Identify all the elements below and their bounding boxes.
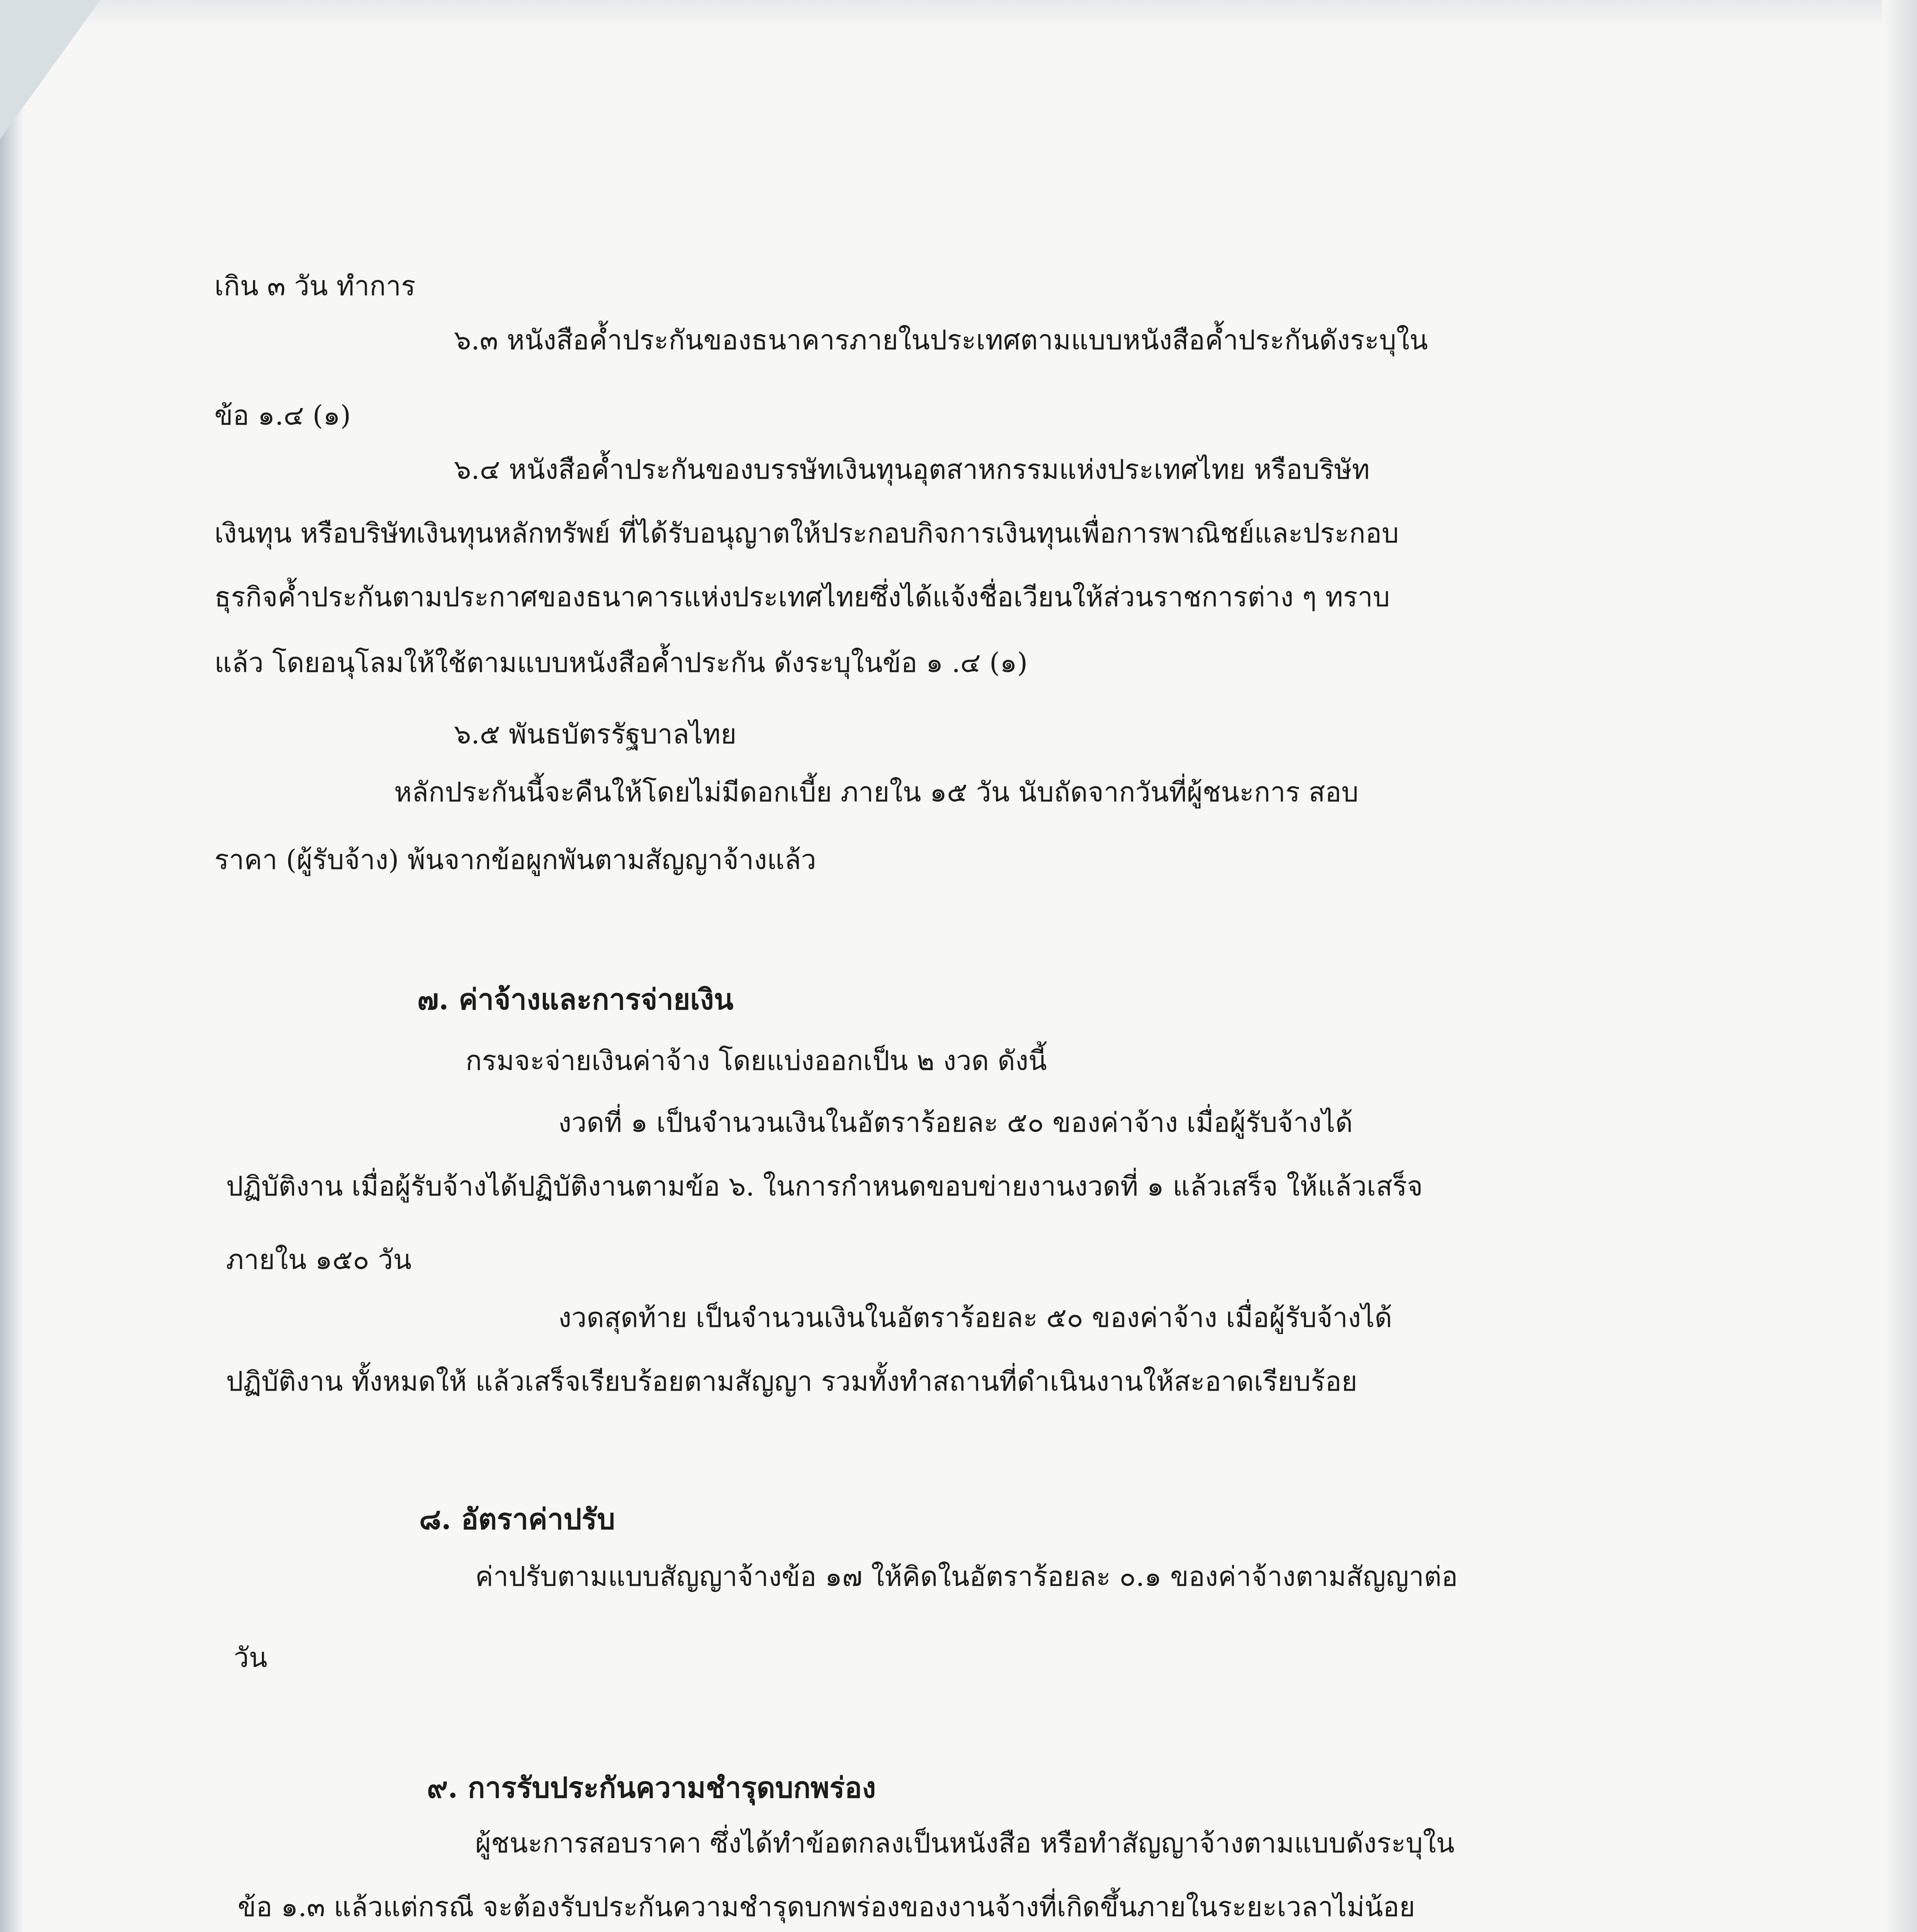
- text-line: ข้อ ๑.๓ แล้วแต่กรณี จะต้องรับประกันความชำรุดบกพร่องของงานจ้างที่เกิดขึ้นภายในระยะเวลาไม่น้อย: [238, 1891, 1415, 1923]
- section-8-heading: ๘. อัตราค่าปรับ: [419, 1503, 615, 1536]
- text-line: กรมจะจ่ายเงินค่าจ้าง โดยแบ่งออกเป็น ๒ งวด ดังนี้: [466, 1045, 1047, 1077]
- text-line: ปฏิบัติงาน ทั้งหมดให้ แล้วเสร็จเรียบร้อยตามสัญญา รวมทั้งทำสถานที่ดำเนินงานให้สะอาดเรียบร้อย: [226, 1366, 1358, 1397]
- text-line: ปฏิบัติงาน เมื่อผู้รับจ้างได้ปฏิบัติงานตามข้อ ๖. ในการกำหนดขอบข่ายงานงวดที่ ๑ แล้วเสร็จ ให้แล้วเสร็จ: [226, 1170, 1423, 1202]
- text-line: ผู้ชนะการสอบราคา ซึ่งได้ทำข้อตกลงเป็นหนังสือ หรือทำสัญญาจ้างตามแบบดังระบุใน: [475, 1827, 1455, 1859]
- text-line: งวดที่ ๑ เป็นจำนวนเงินในอัตราร้อยละ ๕๐ ของค่าจ้าง เมื่อผู้รับจ้างได้: [558, 1107, 1353, 1138]
- text-line: ข้อ ๑.๔ (๑): [214, 400, 351, 431]
- text-line: ภายใน ๑๕๐ วัน: [226, 1244, 412, 1276]
- text-line: เงินทุน หรือบริษัทเงินทุนหลักทรัพย์ ที่ได้รับอนุญาตให้ประกอบกิจการเงินทุนเพื่อการพาณิชย์และประกอบ: [214, 517, 1399, 549]
- text-line: ค่าปรับตามแบบสัญญาจ้างข้อ ๑๗ ให้คิดในอัตราร้อยละ ๐.๑ ของค่าจ้างตามสัญญาต่อ: [475, 1561, 1458, 1592]
- section-7-heading: ๗. ค่าจ้างและการจ่ายเงิน: [417, 983, 734, 1016]
- text-line: แล้ว โดยอนุโลมให้ใช้ตามแบบหนังสือค้ำประกัน ดังระบุในข้อ ๑ .๔ (๑): [214, 647, 1028, 679]
- text-line: ราคา (ผู้รับจ้าง) พ้นจากข้อผูกพันตามสัญญาจ้างแล้ว: [214, 844, 816, 876]
- text-line: หลักประกันนี้จะคืนให้โดยไม่มีดอกเบี้ย ภายใน ๑๕ วัน นับถัดจากวันที่ผู้ชนะการ สอบ: [394, 776, 1359, 808]
- text-line: ๖.๔ หนังสือค้ำประกันของบรรษัทเงินทุนอุตสาหกรรมแห่งประเทศไทย หรือบริษัท: [454, 454, 1370, 485]
- text-line: ธุรกิจค้ำประกันตามประกาศของธนาคารแห่งประเทศไทยซึ่งได้แจ้งชื่อเวียนให้ส่วนราชการต่าง ๆ ทราบ: [214, 581, 1390, 613]
- text-line: เกิน ๓ วัน ทำการ: [214, 270, 416, 302]
- text-line: ๖.๓ หนังสือค้ำประกันของธนาคารภายในประเทศตามแบบหนังสือค้ำประกันดังระบุใน: [454, 324, 1428, 356]
- text-line: วัน: [234, 1642, 268, 1673]
- text-line: ๖.๕ พันธบัตรรัฐบาลไทย: [454, 718, 737, 750]
- text-line: งวดสุดท้าย เป็นจำนวนเงินในอัตราร้อยละ ๕๐ ของค่าจ้าง เมื่อผู้รับจ้างได้: [558, 1302, 1392, 1333]
- section-9-heading: ๙. การรับประกันความชำรุดบกพร่อง: [427, 1771, 876, 1804]
